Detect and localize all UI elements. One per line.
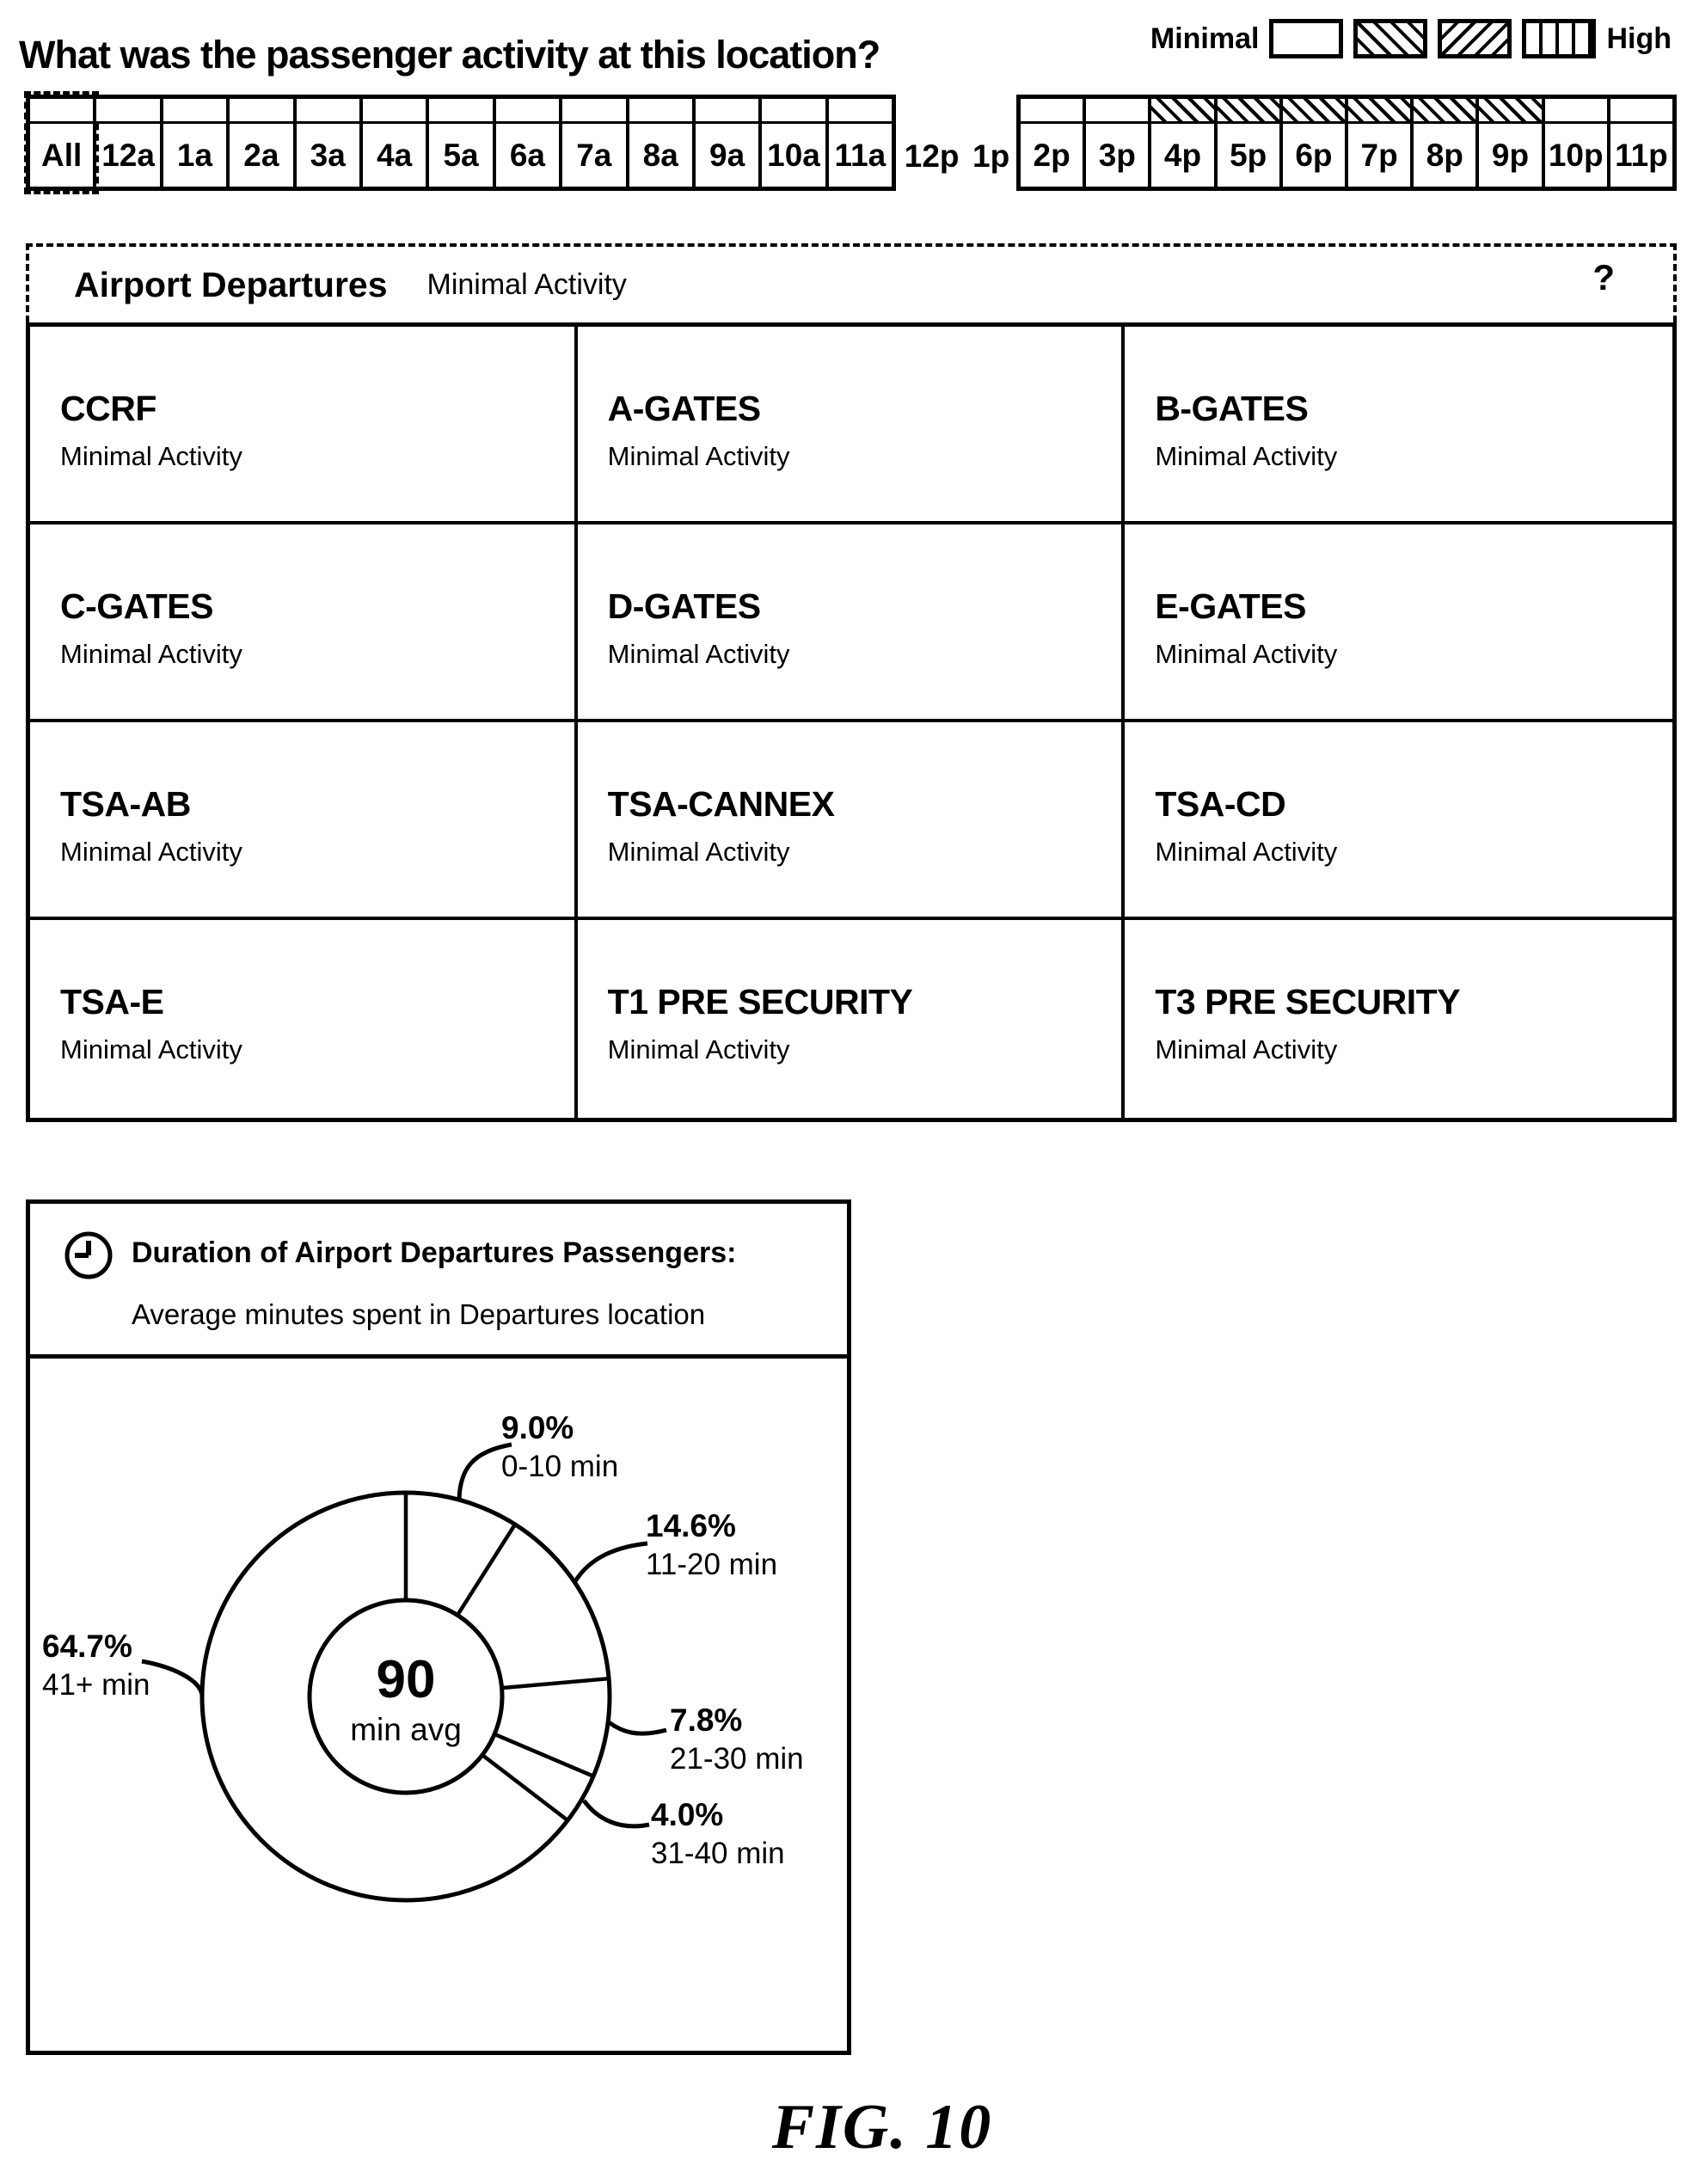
time-cell-label: 3a bbox=[310, 137, 346, 173]
location-name: TSA-CD bbox=[1155, 784, 1286, 824]
time-cell-4p[interactable] bbox=[1151, 99, 1217, 187]
slice-label-0-10: 9.0% 0-10 min bbox=[501, 1410, 619, 1484]
activity-strip-4a bbox=[363, 99, 426, 124]
time-cell-label: 6a bbox=[509, 137, 545, 173]
location-name: T3 PRE SECURITY bbox=[1155, 982, 1461, 1021]
location-name: TSA-AB bbox=[60, 784, 191, 824]
activity-strip-5a bbox=[429, 99, 492, 124]
time-group-pm bbox=[1016, 95, 1677, 191]
activity-legend bbox=[1150, 19, 1672, 58]
time-cell-label: 4a bbox=[377, 137, 413, 173]
time-option-1p[interactable]: 1p bbox=[972, 138, 1010, 174]
time-cell-5p[interactable] bbox=[1218, 99, 1283, 187]
time-cell-8p[interactable] bbox=[1414, 99, 1479, 187]
location-name: TSA-CANNEX bbox=[607, 784, 835, 824]
duration-header bbox=[30, 1204, 847, 1359]
leader-line-21-30 bbox=[609, 1722, 666, 1733]
time-cell-label: 1a bbox=[176, 137, 213, 173]
duration-donut-chart bbox=[30, 1359, 847, 2051]
location-cell-tsa-cannex[interactable] bbox=[578, 722, 1126, 920]
location-name: E-GATES bbox=[1155, 586, 1307, 626]
time-cell-9a[interactable] bbox=[696, 99, 762, 187]
locations-grid bbox=[26, 322, 1677, 1122]
location-cell-tsa-e[interactable] bbox=[30, 920, 578, 1118]
duration-subtitle: Average minutes spent in Departures location bbox=[132, 1298, 706, 1330]
departures-status: Minimal Activity bbox=[426, 267, 627, 301]
location-name: C-GATES bbox=[60, 586, 213, 626]
time-cell-label: 7a bbox=[576, 137, 612, 173]
time-cell-8a[interactable] bbox=[629, 99, 696, 187]
legend-level-2-box bbox=[1353, 19, 1427, 58]
activity-strip-all bbox=[30, 99, 93, 124]
activity-strip-8a bbox=[629, 99, 692, 124]
activity-strip-10p bbox=[1545, 99, 1607, 124]
location-status: Minimal Activity bbox=[60, 1034, 242, 1064]
leader-line-41-plus bbox=[584, 1801, 649, 1826]
donut-center-label: 90 min avg bbox=[350, 1650, 462, 1747]
duration-title: Duration of Airport Departures Passengers: bbox=[132, 1236, 737, 1269]
time-cell-10p[interactable] bbox=[1545, 99, 1610, 187]
time-cell-label: 4p bbox=[1163, 137, 1202, 173]
legend-level-1-box bbox=[1269, 19, 1343, 58]
time-cell-4a[interactable] bbox=[363, 99, 429, 187]
activity-strip-9a bbox=[696, 99, 758, 124]
location-cell-tsa-ab[interactable] bbox=[30, 722, 578, 920]
duration-panel bbox=[26, 1199, 851, 2055]
time-cell-3p[interactable] bbox=[1086, 99, 1151, 187]
time-cell-label: 7p bbox=[1360, 137, 1398, 173]
time-cell-label: 9p bbox=[1491, 137, 1530, 173]
leader-line-11-20 bbox=[575, 1543, 647, 1581]
activity-strip-2p bbox=[1021, 99, 1083, 124]
time-cell-2a[interactable] bbox=[230, 99, 296, 187]
time-cell-label: 10a bbox=[767, 137, 820, 173]
location-name: TSA-E bbox=[60, 982, 164, 1021]
time-cell-10a[interactable] bbox=[762, 99, 828, 187]
activity-strip-5p bbox=[1218, 99, 1279, 124]
activity-strip-7p bbox=[1348, 99, 1410, 124]
slice-label-41-plus: 64.7% 41+ min bbox=[42, 1629, 150, 1702]
location-cell-a-gates[interactable] bbox=[578, 327, 1126, 525]
time-cell-label: 9a bbox=[709, 137, 745, 173]
location-status: Minimal Activity bbox=[607, 1034, 790, 1064]
location-cell-c-gates[interactable] bbox=[30, 525, 578, 722]
time-cell-label: 11a bbox=[834, 137, 886, 173]
location-name: CCRF bbox=[60, 389, 156, 428]
time-cell-5a[interactable] bbox=[429, 99, 495, 187]
legend-level-4-box bbox=[1522, 19, 1596, 58]
legend-level-3-box bbox=[1438, 19, 1512, 58]
slice-label-31-40: 4.0% 31-40 min bbox=[651, 1797, 785, 1871]
activity-strip-7a bbox=[562, 99, 625, 124]
location-cell-d-gates[interactable] bbox=[578, 525, 1126, 722]
location-status: Minimal Activity bbox=[1155, 1034, 1338, 1064]
time-cell-label: 11p bbox=[1615, 137, 1668, 173]
time-cell-label: 8a bbox=[642, 137, 678, 173]
time-cell-label: 10p bbox=[1548, 137, 1604, 173]
time-cell-7a[interactable] bbox=[562, 99, 629, 187]
figure-caption: FIG. 10 bbox=[771, 2092, 993, 2163]
time-cell-2p[interactable] bbox=[1021, 99, 1086, 187]
location-name: D-GATES bbox=[607, 586, 761, 626]
location-name: B-GATES bbox=[1155, 389, 1309, 428]
time-cell-label: 8p bbox=[1426, 137, 1463, 173]
location-status: Minimal Activity bbox=[60, 837, 242, 867]
airport-departures-panel bbox=[26, 243, 1677, 1122]
location-status: Minimal Activity bbox=[60, 639, 242, 669]
time-cell-6a[interactable] bbox=[496, 99, 562, 187]
location-cell-e-gates[interactable] bbox=[1125, 525, 1672, 722]
leader-line-31-40 bbox=[142, 1661, 202, 1695]
time-cell-label: 6p bbox=[1295, 137, 1333, 173]
location-cell-t1-pre-security[interactable] bbox=[578, 920, 1126, 1118]
time-cell-all[interactable] bbox=[30, 99, 96, 187]
activity-strip-12a bbox=[96, 99, 159, 124]
location-cell-tsa-cd[interactable] bbox=[1125, 722, 1672, 920]
location-cell-ccrf[interactable] bbox=[30, 327, 578, 525]
location-name: T1 PRE SECURITY bbox=[607, 982, 913, 1021]
clock-icon bbox=[63, 1230, 114, 1285]
time-cell-12a[interactable] bbox=[96, 99, 163, 187]
time-cell-9p[interactable] bbox=[1479, 99, 1544, 187]
time-cell-label: 5a bbox=[443, 137, 479, 173]
location-status: Minimal Activity bbox=[1155, 639, 1338, 669]
activity-strip-8p bbox=[1414, 99, 1475, 124]
time-cell-1a[interactable] bbox=[163, 99, 230, 187]
time-cell-11p[interactable] bbox=[1610, 99, 1672, 187]
time-cell-label: 12a bbox=[101, 137, 155, 173]
activity-strip-11p bbox=[1610, 99, 1672, 124]
activity-strip-3p bbox=[1086, 99, 1148, 124]
location-status: Minimal Activity bbox=[1155, 441, 1338, 471]
time-cell-3a[interactable] bbox=[297, 99, 363, 187]
time-ungrouped-hours bbox=[898, 121, 1016, 191]
departures-title: Airport Departures bbox=[74, 264, 388, 304]
activity-strip-9p bbox=[1479, 99, 1541, 124]
location-cell-b-gates[interactable] bbox=[1125, 327, 1672, 525]
slice-label-21-30: 7.8% 21-30 min bbox=[670, 1702, 804, 1776]
time-cell-label: 2p bbox=[1033, 137, 1070, 173]
time-cell-label: 3p bbox=[1098, 137, 1136, 173]
activity-strip-6p bbox=[1283, 99, 1345, 124]
time-cell-label: 5p bbox=[1230, 137, 1267, 173]
activity-strip-10a bbox=[762, 99, 825, 124]
slice-label-11-20: 14.6% 11-20 min bbox=[646, 1508, 778, 1582]
activity-strip-3a bbox=[297, 99, 359, 124]
location-name: A-GATES bbox=[607, 389, 761, 428]
help-button[interactable]: ? bbox=[1592, 257, 1615, 298]
activity-strip-2a bbox=[230, 99, 292, 124]
activity-strip-1a bbox=[163, 99, 226, 124]
legend-min-label: Minimal bbox=[1150, 21, 1260, 55]
activity-strip-11a bbox=[829, 99, 892, 124]
time-cell-6p[interactable] bbox=[1283, 99, 1348, 187]
location-status: Minimal Activity bbox=[607, 639, 790, 669]
time-cell-label: All bbox=[41, 137, 83, 173]
time-group-am bbox=[26, 95, 896, 191]
time-selector-bar bbox=[26, 95, 1677, 193]
departures-header bbox=[26, 243, 1677, 322]
time-option-12p[interactable]: 12p bbox=[904, 138, 960, 174]
location-status: Minimal Activity bbox=[607, 837, 790, 867]
legend-max-label: High bbox=[1606, 21, 1672, 55]
location-status: Minimal Activity bbox=[607, 441, 790, 471]
activity-strip-4p bbox=[1151, 99, 1213, 124]
location-cell-t3-pre-security[interactable] bbox=[1125, 920, 1672, 1118]
time-cell-11a[interactable] bbox=[829, 99, 892, 187]
location-status: Minimal Activity bbox=[1155, 837, 1338, 867]
page-title: What was the passenger activity at this location? bbox=[19, 33, 880, 77]
location-status: Minimal Activity bbox=[60, 441, 242, 471]
time-cell-7p[interactable] bbox=[1348, 99, 1414, 187]
time-cell-label: 2a bbox=[243, 137, 279, 173]
activity-strip-6a bbox=[496, 99, 559, 124]
